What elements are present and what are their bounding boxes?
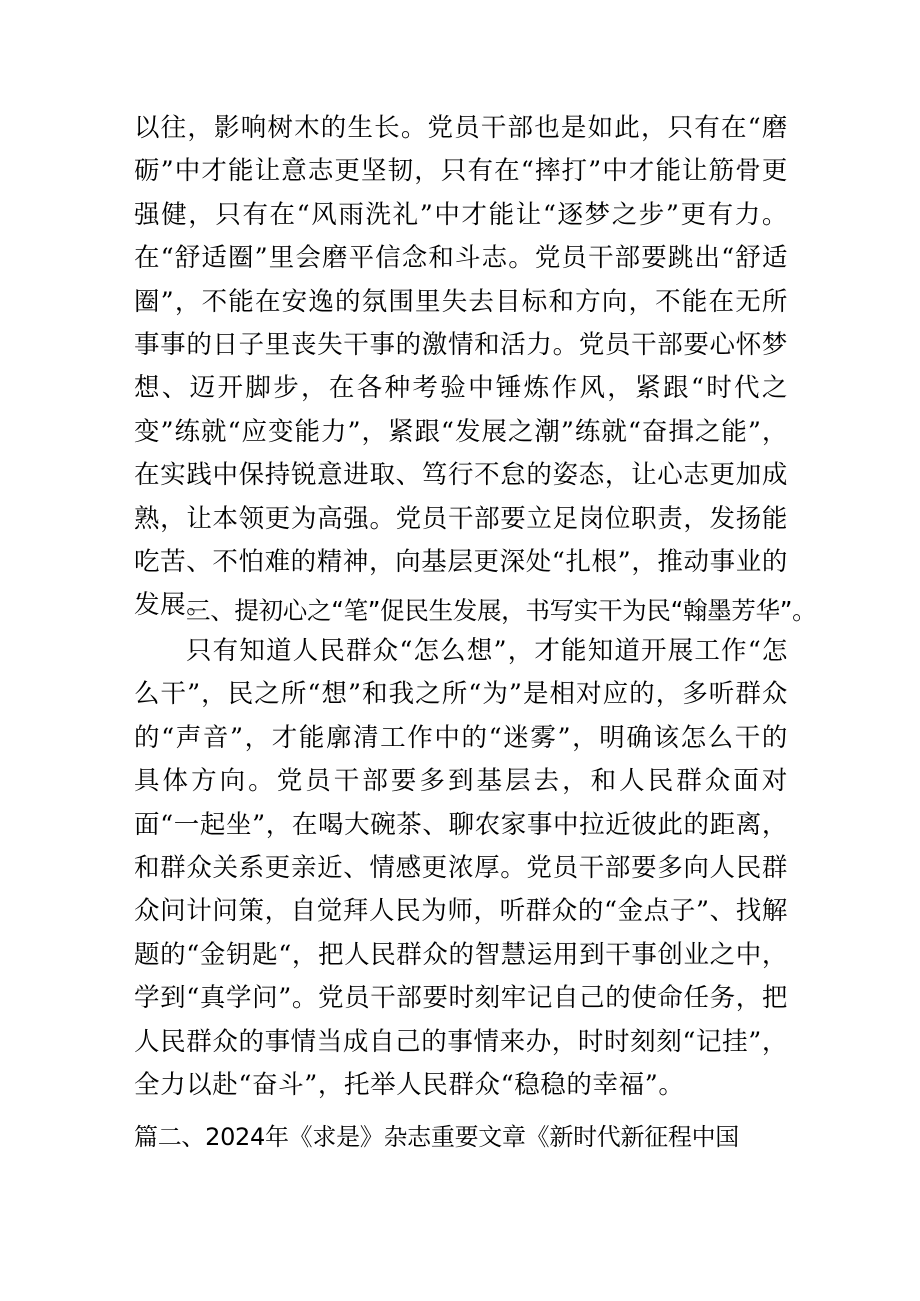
body-paragraph-continued: 以往，影响树木的生长。党员干部也是如此，只有在“磨砺”中才能让意志更坚韧，只有在“摔打”中才能让筋骨更强健，只有在“风雨洗礼”中才能让“逐梦之步”更有力。在“舒适圈”里会磨平信念和斗志。党员干部要跳出“舒适圈”，不能在安逸的氛围里失去目标和方向，不能在无所事事的日子里丧失干事的激情和活力。党员干部要心怀梦想、迈开脚步，在各种考验中锤炼作风，紧跟“时代之变”练就“应变能力”，紧跟“发展之潮”练就“奋揖之能”，在实践中保持锐意进取、笃行不怠的姿态，让心志更加成熟，让本领更为高强。党员干部要立足岗位职责，发扬能吃苦、不怕难的精神，向基层更深处“扎根”，推动事业的发展。 — [134, 113, 788, 621]
next-article-title: 篇二、2024年《求是》杂志重要文章《新时代新征程中国 — [134, 1123, 739, 1151]
section-heading: 三、提初心之“笔”促民生发展，书写实干为民“翰墨芳华”。 — [186, 596, 817, 625]
body-paragraph-section3: 只有知道人民群众“怎么想”，才能知道开展工作“怎么干”，民之所“想”和我之所“为”是相对应的，多听群众的“声音”，才能廓清工作中的“迷雾”，明确该怎么干的具体方向。党员干部要多到基层去，和人民群众面对面“一起坐”，在喝大碗茶、聊农家事中拉近彼此的距离，和群众关系更亲近、情感更浓厚。党员干部要多向人民群众问计问策，自觉拜人民为师，听群众的“金点子”、找解题的“金钥匙“，把人民群众的智慧运用到干事创业之中，学到“真学问”。党员干部要时刻牢记自己的使命任务，把人民群众的事情当成自己的事情来办，时时刻刻“记挂”，全力以赴“奋斗”，托举人民群众“稳稳的幸福”。 — [134, 636, 788, 1101]
